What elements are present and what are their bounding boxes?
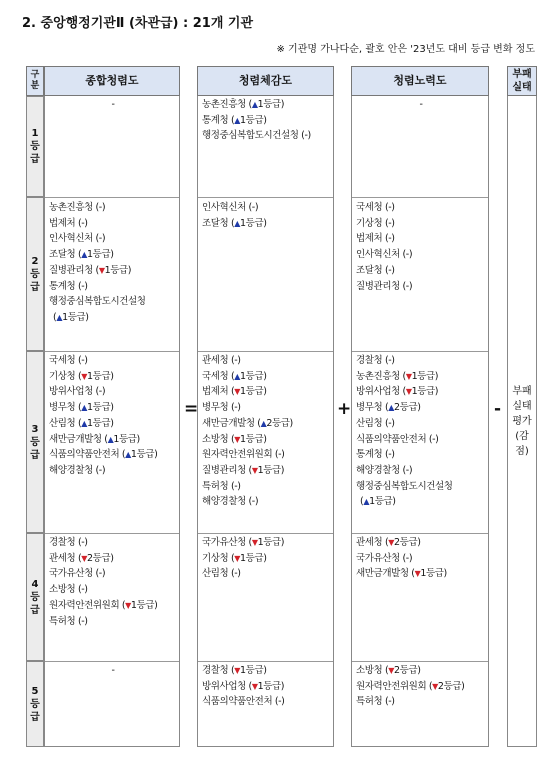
down-triangle-icon: ▼ — [98, 265, 105, 275]
down-triangle-icon: ▼ — [414, 569, 421, 579]
overall-grade3-list — [49, 353, 177, 479]
agency-entry: 병무청 (-) — [202, 402, 241, 414]
agency-entry: 조달청 (▲1등급) — [202, 217, 267, 229]
agency-entry: 국가유산청 (-) — [356, 552, 413, 564]
perceived-integrity-column — [197, 96, 334, 747]
perceived-grade2-list — [202, 200, 331, 231]
agency-entry: 특허청 (-) — [49, 615, 88, 627]
agency-entry: 원자력안전위원회 (▼1등급) — [49, 599, 158, 611]
agency-entry: 병무청 (▲2등급) — [356, 402, 421, 414]
agency-entry: 국세청 (-) — [49, 355, 88, 366]
agency-entry: 국세청 (▲1등급) — [202, 370, 267, 382]
effort-grade1-list — [356, 97, 486, 113]
agency-entry: 경찰청 (-) — [356, 355, 395, 366]
up-triangle-icon: ▲ — [81, 418, 88, 428]
agency-entry: 농촌진흥청 (-) — [49, 202, 106, 213]
grade-label-2: 2등급 — [30, 255, 40, 293]
down-triangle-icon: ▼ — [388, 538, 395, 547]
agency-entry: 행정중심복합도시건설청 (-) — [202, 130, 311, 142]
perceived-grade4-list — [202, 535, 331, 582]
agency-entry: 기상청 (▼1등급) — [202, 552, 267, 564]
agency-entry: 법제처 (-) — [49, 217, 88, 229]
header-overall-integrity — [44, 66, 180, 96]
agency-entry: 인사혁신처 (-) — [202, 202, 259, 213]
agency-entry: 통계청 (-) — [356, 449, 395, 461]
agency-entry: - — [419, 99, 423, 110]
header-perceived-integrity-label: 청렴체감도 — [238, 74, 293, 87]
perceived-grade5-list — [202, 663, 331, 710]
agency-entry: 법제처 (▼1등급) — [202, 386, 267, 398]
agency-entry: 인사혁신처 (-) — [49, 233, 106, 245]
grade-cell-1 — [26, 96, 44, 197]
header-corruption — [507, 66, 537, 96]
agency-entry: 기상청 (-) — [356, 217, 395, 229]
agency-entry: 특허청 (-) — [356, 696, 395, 708]
agency-entry: (▲1등급) — [53, 311, 89, 323]
agency-entry: 인사혁신처 (-) — [356, 249, 413, 261]
grade-label-5: 5등급 — [30, 685, 40, 723]
agency-entry: 법제처 (-) — [356, 233, 395, 245]
header-gubun-label: 구분 — [30, 70, 40, 91]
down-triangle-icon: ▼ — [432, 681, 438, 691]
down-triangle-icon: ▼ — [405, 371, 412, 381]
agency-entry: 식품의약품안전처 (▲1등급) — [49, 449, 158, 461]
up-triangle-icon: ▲ — [234, 115, 241, 125]
header-gubun — [26, 66, 44, 96]
down-triangle-icon: ▼ — [405, 387, 412, 397]
equals-operator: = — [184, 399, 199, 419]
down-triangle-icon: ▼ — [81, 371, 88, 381]
agency-entry: - — [111, 99, 115, 110]
up-triangle-icon: ▲ — [81, 250, 88, 260]
agency-entry: 통계청 (▲1등급) — [202, 114, 267, 126]
agency-entry: 소방청 (▼2등급) — [356, 665, 421, 676]
up-triangle-icon: ▲ — [363, 497, 370, 507]
agency-entry: 소방청 (-) — [49, 584, 88, 596]
grade-label-1: 1등급 — [30, 128, 40, 165]
up-triangle-icon: ▲ — [125, 450, 131, 460]
header-corruption-label: 부패실태 — [512, 69, 532, 93]
agency-entry: (▲1등급) — [360, 496, 396, 508]
grade-label-4: 4등급 — [30, 578, 40, 616]
agency-entry: 새만금개발청 (▲1등급) — [49, 433, 140, 445]
up-triangle-icon: ▲ — [56, 312, 63, 322]
page-title: 2. 중앙행정기관Ⅱ (차관급) : 21개 기관 — [22, 16, 254, 31]
agency-entry: 농촌진흥청 (▲1등급) — [202, 99, 285, 110]
agency-entry: 질병관리청 (▼1등급) — [202, 464, 285, 476]
plus-operator: + — [337, 399, 352, 419]
agency-entry: 국세청 (-) — [356, 202, 395, 213]
effort-grade2-list — [356, 200, 486, 294]
corruption-deduction-label — [508, 384, 536, 459]
overall-grade1-list — [49, 97, 177, 113]
agency-entry: 새만금개발청 (▼1등급) — [356, 568, 447, 580]
effort-grade4-list — [356, 535, 486, 582]
header-integrity-effort — [351, 66, 489, 96]
down-triangle-icon: ▼ — [234, 434, 241, 444]
agency-entry: 산림청 (-) — [356, 417, 395, 429]
agency-entry: 특허청 (-) — [202, 480, 241, 492]
agency-entry: 경찰청 (-) — [49, 537, 88, 548]
down-triangle-icon: ▼ — [234, 387, 241, 397]
agency-entry: 조달청 (-) — [356, 264, 395, 276]
grade-cell-2 — [26, 197, 44, 351]
agency-entry: 질병관리청 (-) — [356, 280, 413, 292]
up-triangle-icon: ▲ — [388, 403, 395, 413]
agency-entry: 기상청 (▼1등급) — [49, 370, 114, 382]
agency-entry: 관세청 (▼2등급) — [49, 552, 114, 564]
agency-entry: 원자력안전위원회 (▼2등급) — [356, 680, 465, 692]
overall-grade5-list — [49, 663, 177, 679]
up-triangle-icon: ▲ — [107, 434, 114, 444]
agency-entry: 행정중심복합도시건설청 — [356, 480, 453, 492]
corruption-deduction-text: 부패실태평가(감점) — [512, 386, 532, 457]
overall-grade2-list — [49, 200, 177, 326]
perceived-grade1-list — [202, 97, 331, 144]
header-integrity-effort-label: 청렴노력도 — [393, 74, 447, 87]
down-triangle-icon: ▼ — [234, 666, 241, 675]
agency-entry: 해양경찰청 (-) — [202, 496, 259, 508]
up-triangle-icon: ▲ — [251, 100, 258, 109]
down-triangle-icon: ▼ — [81, 553, 88, 563]
effort-grade5-list — [356, 663, 486, 710]
integrity-effort-column — [351, 96, 489, 747]
down-triangle-icon: ▼ — [251, 681, 258, 691]
agency-entry: 관세청 (-) — [202, 355, 241, 366]
agency-entry: 경찰청 (▼1등급) — [202, 665, 267, 676]
agency-entry: 새만금개발청 (▲2등급) — [202, 417, 293, 429]
agency-entry: 조달청 (▲1등급) — [49, 249, 114, 261]
minus-operator: - — [494, 399, 502, 419]
agency-entry: 방위사업청 (-) — [49, 386, 106, 398]
agency-entry: 식품의약품안전처 (-) — [202, 696, 285, 708]
up-triangle-icon: ▲ — [234, 371, 241, 381]
agency-entry: 해양경찰청 (-) — [356, 464, 413, 476]
agency-entry: 산림청 (▲1등급) — [49, 417, 114, 429]
header-perceived-integrity — [197, 66, 334, 96]
agency-entry: 농촌진흥청 (▼1등급) — [356, 370, 439, 382]
down-triangle-icon: ▼ — [251, 465, 258, 475]
agency-entry: 행정중심복합도시건설청 — [49, 296, 146, 308]
effort-grade3-list — [356, 353, 486, 510]
agency-entry: 병무청 (▲1등급) — [49, 402, 114, 414]
header-overall-integrity-label: 종합청렴도 — [85, 74, 139, 87]
grade-cell-3 — [26, 351, 44, 533]
up-triangle-icon: ▲ — [81, 403, 88, 413]
up-triangle-icon: ▲ — [260, 418, 267, 428]
overall-grade4-list — [49, 535, 177, 629]
agency-entry: 방위사업청 (▼1등급) — [356, 386, 439, 398]
sort-note: ※ 기관명 가나다순, 괄호 안은 '23년도 대비 등급 변화 정도 — [276, 44, 535, 55]
grade-cell-5 — [26, 661, 44, 747]
down-triangle-icon: ▼ — [125, 600, 131, 610]
agency-entry: 소방청 (▼1등급) — [202, 433, 267, 445]
agency-entry: 관세청 (▼2등급) — [356, 537, 421, 548]
agency-entry: 국가유산청 (-) — [49, 568, 106, 580]
down-triangle-icon: ▼ — [251, 538, 258, 547]
perceived-grade3-list — [202, 353, 331, 510]
agency-entry: 산림청 (-) — [202, 568, 241, 580]
agency-entry: 해양경찰청 (-) — [49, 464, 106, 476]
agency-entry: - — [111, 665, 115, 676]
down-triangle-icon: ▼ — [388, 666, 395, 675]
up-triangle-icon: ▲ — [234, 218, 241, 228]
grade-label-3: 3등급 — [30, 423, 40, 461]
agency-entry: 질병관리청 (▼1등급) — [49, 264, 132, 276]
overall-integrity-column — [44, 96, 180, 747]
down-triangle-icon: ▼ — [234, 553, 241, 563]
grade-cell-4 — [26, 533, 44, 661]
agency-entry: 국가유산청 (▼1등급) — [202, 537, 285, 548]
agency-entry: 방위사업청 (▼1등급) — [202, 680, 285, 692]
agency-entry: 원자력안전위원회 (-) — [202, 449, 285, 461]
agency-entry: 식품의약품안전처 (-) — [356, 433, 439, 445]
agency-entry: 통계청 (-) — [49, 280, 88, 292]
corruption-column — [507, 96, 537, 747]
